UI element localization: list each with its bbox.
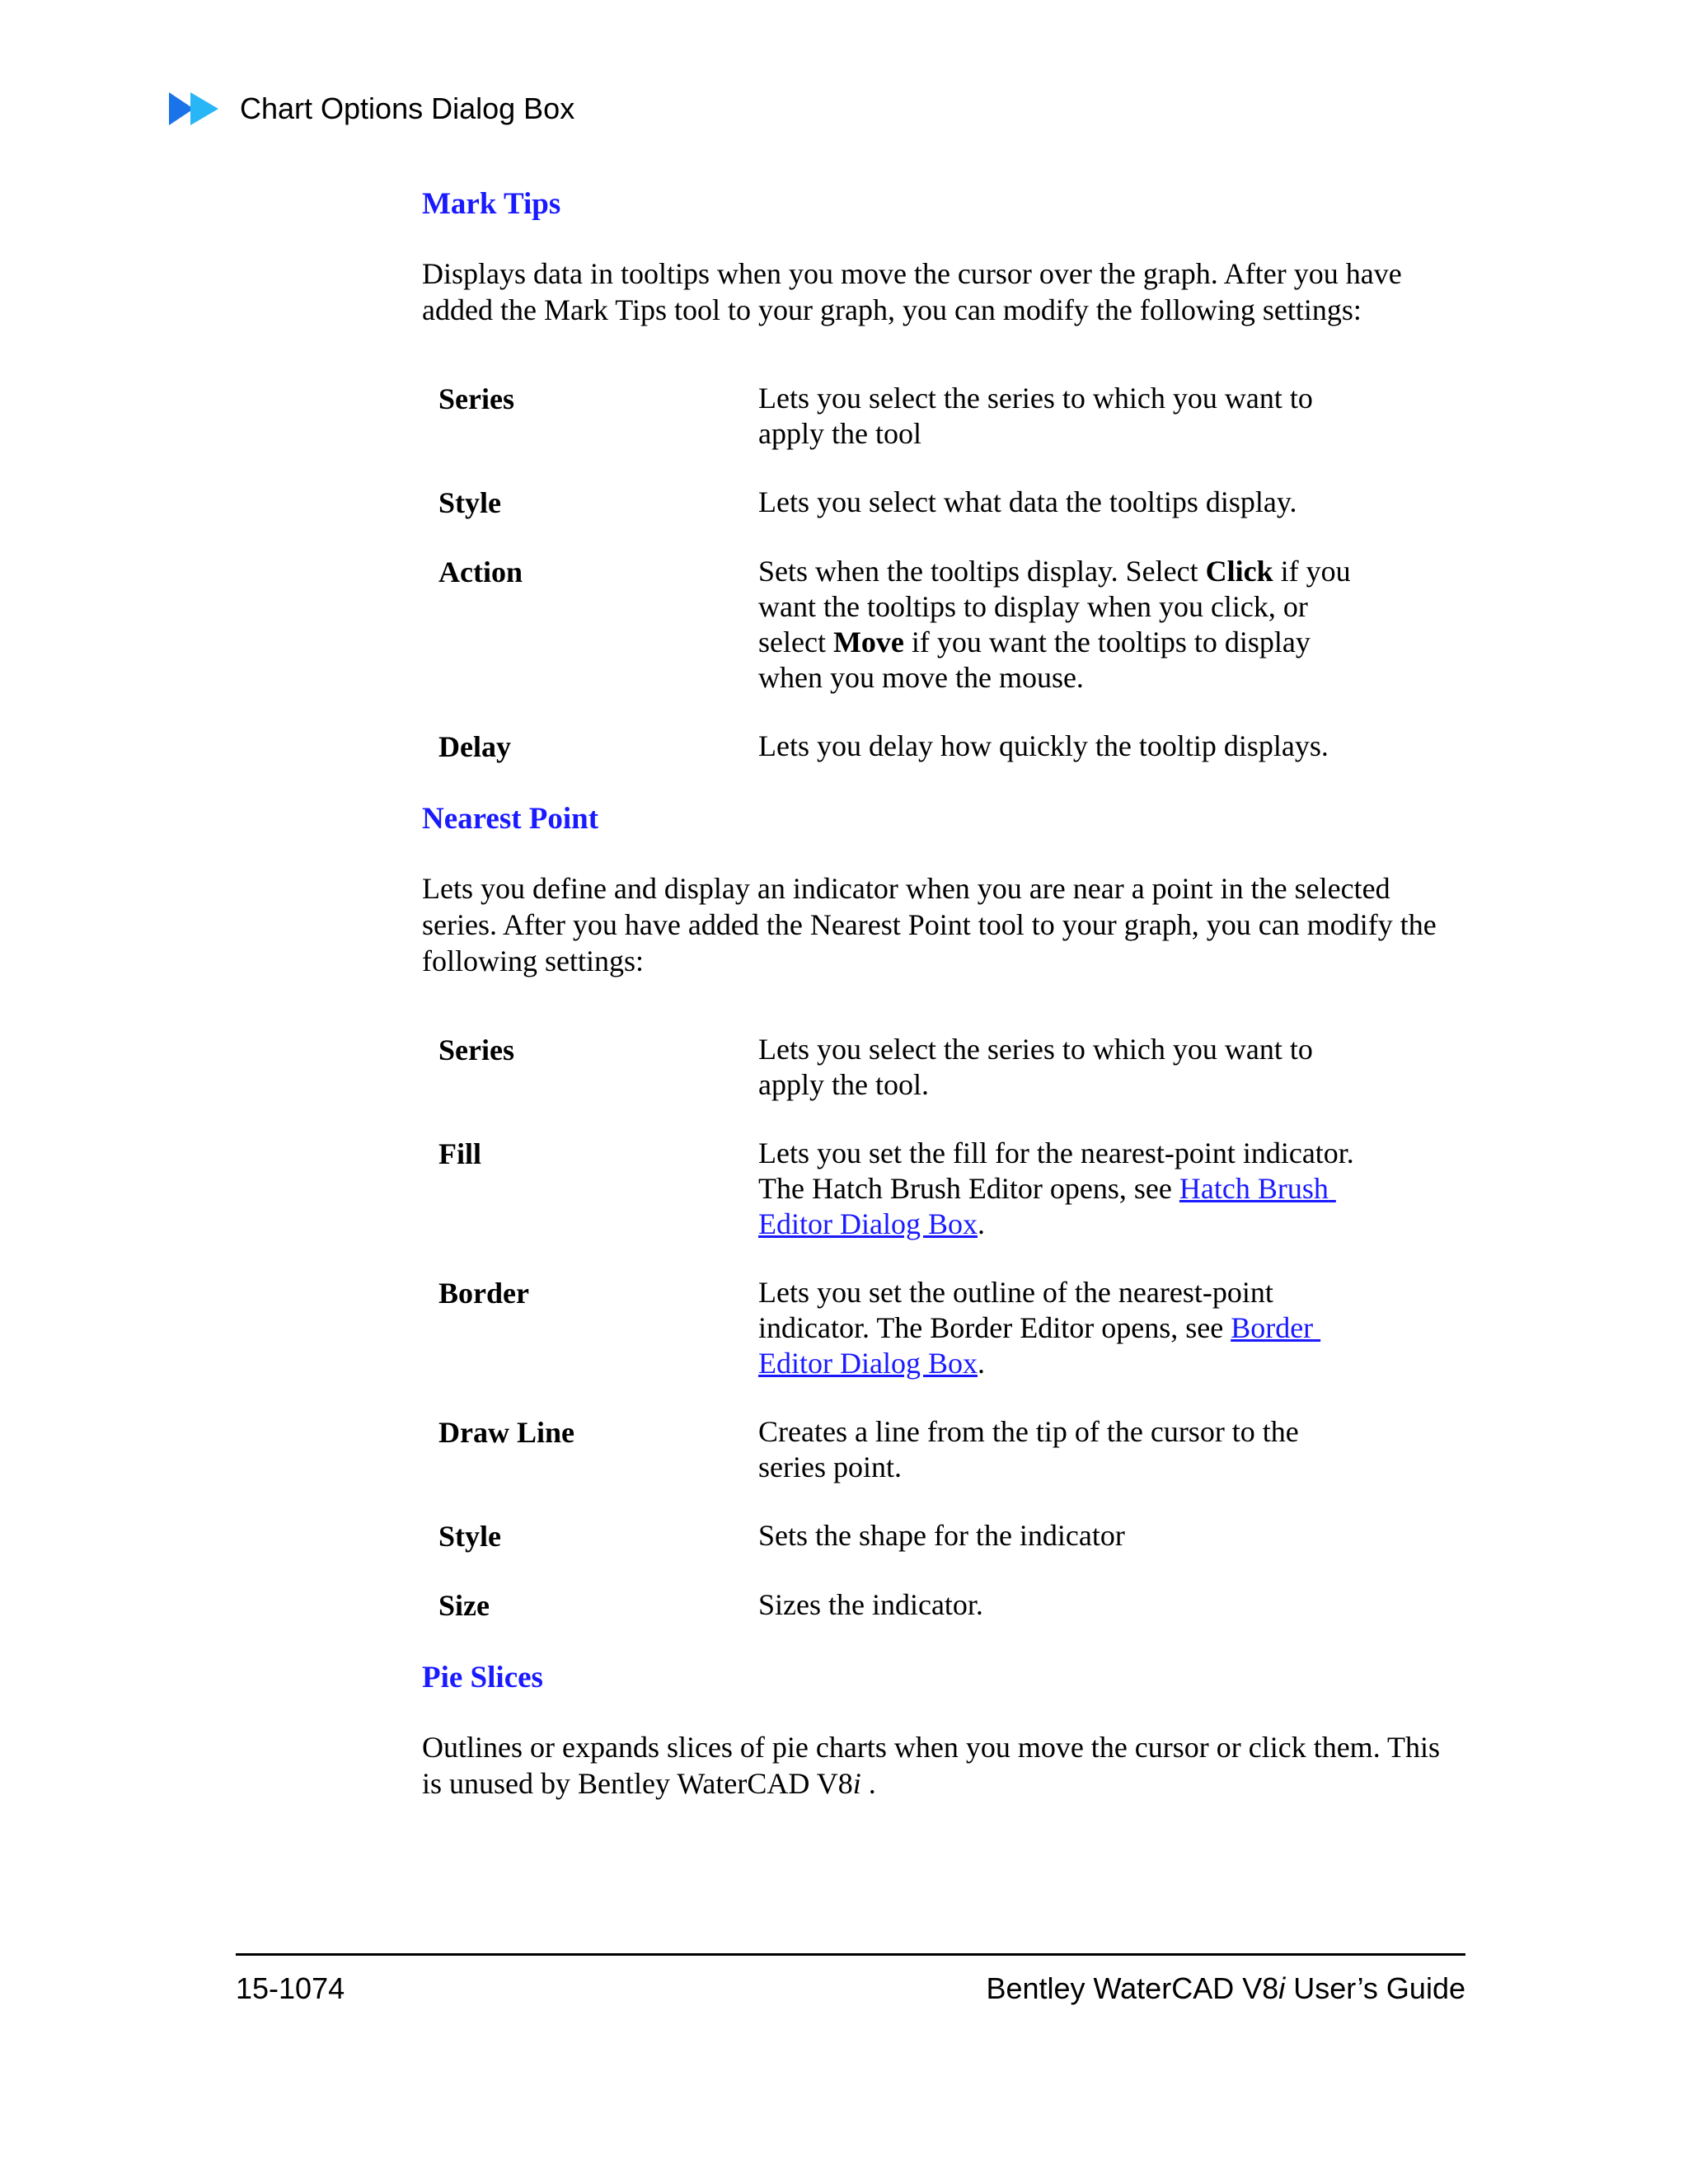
setting-description: Sizes the indicator. xyxy=(758,1588,983,1621)
description-text: . xyxy=(977,1207,985,1240)
setting-row xyxy=(422,554,1469,696)
link-text[interactable]: Hatch Brush xyxy=(1179,1172,1329,1205)
intro-text-italic: i xyxy=(852,1767,861,1800)
page-header xyxy=(169,87,574,130)
link-text[interactable]: Border xyxy=(1231,1311,1314,1344)
double-chevron-right-icon xyxy=(169,91,222,127)
setting-row xyxy=(422,1275,1469,1381)
setting-term: Delay xyxy=(438,730,511,763)
setting-term: Border xyxy=(438,1277,529,1310)
section-heading-mark-tips: Mark Tips xyxy=(422,187,561,221)
setting-row xyxy=(422,729,1469,765)
setting-row xyxy=(422,485,1469,521)
setting-description: Lets you select the series to which you want to apply the tool. xyxy=(758,1033,1313,1101)
settings-table-mark-tips xyxy=(422,381,1469,765)
setting-description: Lets you delay how quickly the tooltip displays. xyxy=(758,729,1329,762)
setting-description xyxy=(758,1275,1385,1381)
setting-row xyxy=(422,1587,1469,1624)
setting-term: Fill xyxy=(438,1137,481,1170)
guide-title-text: User’s Guide xyxy=(1285,1971,1465,2005)
page-number: 15-1074 xyxy=(236,1971,345,2005)
section-heading-nearest-point: Nearest Point xyxy=(422,802,599,836)
description-text: if you want the tooltips to display when you move the mouse. xyxy=(758,626,1311,694)
section-intro-pie-slices xyxy=(422,1729,1469,1802)
guide-title-text: Bentley WaterCAD V8 xyxy=(986,1971,1279,2005)
setting-description: Sets the shape for the indicator xyxy=(758,1519,1125,1552)
footer-divider xyxy=(236,1953,1465,1956)
intro-text: . xyxy=(860,1767,876,1800)
description-text: if you want the tooltips to display when you click, or select xyxy=(758,555,1351,658)
section-heading-pie-slices: Pie Slices xyxy=(422,1661,543,1694)
setting-row xyxy=(422,381,1469,452)
bold-option-click: Click xyxy=(1205,555,1273,588)
main-content xyxy=(422,186,1469,1802)
link-text[interactable]: Editor Dialog Box xyxy=(758,1207,978,1240)
setting-term: Style xyxy=(438,1520,501,1553)
setting-term: Draw Line xyxy=(438,1416,574,1449)
setting-term: Size xyxy=(438,1589,490,1622)
description-text: Lets you set the fill for the nearest-point indicator. The Hatch Brush Editor opens, see xyxy=(758,1137,1354,1205)
setting-description: Lets you select the series to which you want to apply the tool xyxy=(758,382,1313,450)
setting-description: Creates a line from the tip of the cursor to the series point. xyxy=(758,1415,1299,1483)
description-text: Lets you set the outline of the nearest-point indicator. The Border Editor opens, see xyxy=(758,1276,1273,1344)
setting-term: Series xyxy=(438,382,514,415)
link-text[interactable]: Editor Dialog Box xyxy=(758,1347,978,1380)
setting-row xyxy=(422,1136,1469,1242)
setting-term: Style xyxy=(438,486,501,519)
guide-title xyxy=(986,1971,1465,2006)
setting-description xyxy=(758,1136,1385,1242)
page-title: Chart Options Dialog Box xyxy=(240,91,575,125)
description-text: Sets when the tooltips display. Select xyxy=(758,555,1206,588)
section-intro-mark-tips: Displays data in tooltips when you move the cursor over the graph. After you have added the Mark Tips tool to your graph, you can modify the following settings: xyxy=(422,257,1402,326)
setting-row xyxy=(422,1414,1469,1485)
setting-description: Lets you select what data the tooltips display. xyxy=(758,485,1297,518)
setting-row xyxy=(422,1032,1469,1103)
guide-title-italic: i xyxy=(1278,1971,1286,2005)
bold-option-move: Move xyxy=(832,626,904,658)
description-text: . xyxy=(977,1347,985,1380)
setting-description xyxy=(758,554,1385,696)
setting-term: Action xyxy=(438,555,523,588)
section-intro-nearest-point: Lets you define and display an indicator when you are near a point in the selected series. After you have added the Nearest Point tool to your graph, you can modify the following settings: xyxy=(422,872,1437,977)
intro-text: Outlines or expands slices of pie charts when you move the cursor or click them. This is unused by Bentley WaterCAD V8 xyxy=(422,1731,1441,1800)
setting-term: Series xyxy=(438,1033,514,1066)
setting-row xyxy=(422,1518,1469,1554)
settings-table-nearest-point xyxy=(422,1032,1469,1624)
